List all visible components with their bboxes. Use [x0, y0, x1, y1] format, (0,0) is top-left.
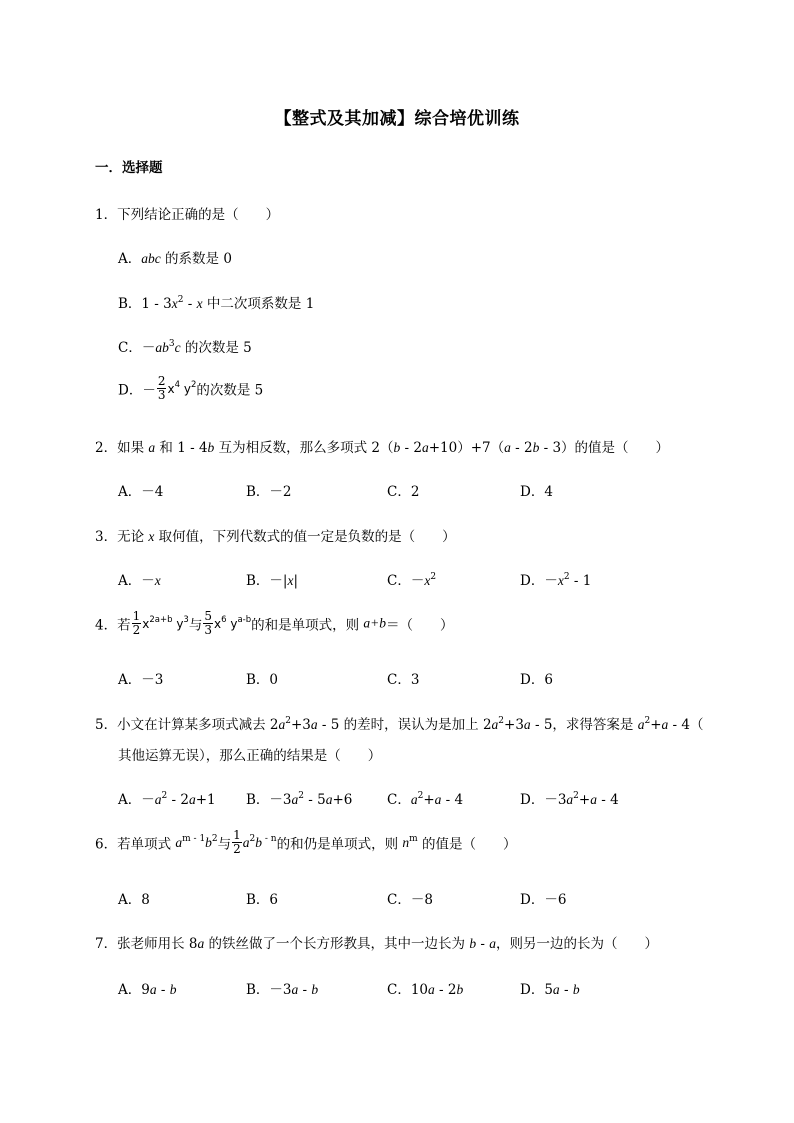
question-2-option-b: B．－2 — [246, 484, 292, 500]
question-5-stem-line-1: 5．小文在计算某多项式减去 $2a^2+3a - 5$ 的差时，误认为是加上 $2a^2+3a - 5$，求得答案是 $a^2+a - 4$（ — [95, 716, 704, 733]
question-5-option-c: C．$a^2+a - 4$ — [387, 791, 464, 808]
question-6-option-c: C．－8 — [387, 892, 433, 908]
question-1-option-b: B．$1 - 3x^2$ - x 中二次项系数是 1 — [118, 295, 315, 312]
fraction: $\frac{1}{2}$ — [132, 609, 141, 637]
question-7-option-b: B．－3a - b — [246, 982, 319, 998]
fraction: $\frac{1}{2}$ — [233, 828, 241, 856]
section-heading: 一．选择题 — [95, 160, 163, 176]
question-5-option-b: B．$-3a^2 - 5a+6$ — [246, 791, 353, 808]
question-5-option-d: D．$-3a^2+a - 4$ — [520, 791, 619, 808]
question-4-option-d: D．6 — [520, 672, 553, 688]
question-6-option-b: B．6 — [246, 892, 279, 908]
question-1-option-a: A．abc 的系数是 0 — [118, 251, 232, 267]
question-6-stem: 6．若单项式 $a^{m - 1}b^2$与 $\frac{1}{2}$ $a^2b$ $^{- n}$的和仍是单项式，则 $n^m$ 的值是（ ） — [95, 828, 517, 856]
question-6-option-a: A．8 — [118, 892, 150, 908]
question-3-stem: 3．无论 x 取何值，下列代数式的值一定是负数的是（ ） — [95, 529, 456, 545]
question-1-option-c: C．$-ab^3c$ 的次数是 5 — [118, 339, 252, 356]
question-1-stem: 1．下列结论正确的是（ ） — [95, 207, 280, 223]
question-7-stem: 7．张老师用长 8a 的铁丝做了一个长方形教具，其中一边长为 b - a，则另一边的长为（ ） — [95, 936, 658, 952]
question-2-option-c: C．2 — [387, 484, 420, 500]
question-6-option-d: D．－6 — [520, 892, 567, 908]
fraction: $\frac{5}{3}$ — [204, 609, 212, 637]
question-3-option-b: B．－|x| — [246, 573, 299, 589]
question-7-option-a: A．9a - b — [118, 982, 177, 998]
question-1-option-d: D．－ $\frac{2}{3}$ $x^4$ $y^2$的次数是 5 — [118, 374, 264, 402]
question-2-option-a: A．－4 — [118, 484, 164, 500]
question-5-option-a: A．$-a^2 - 2a+1$ — [118, 791, 216, 808]
question-3-option-d: D．$-x^2 - 1$ — [520, 572, 592, 589]
question-4-option-a: A．－3 — [118, 672, 164, 688]
question-3-option-a: A．－x — [118, 573, 161, 589]
question-4-option-b: B．0 — [246, 672, 279, 688]
question-4-option-c: C．3 — [387, 672, 420, 688]
fraction: $\frac{2}{3}$ — [157, 374, 166, 402]
page-title: 【整式及其加减】综合培优训练 — [274, 109, 520, 129]
question-7-option-d: D．5a - b — [520, 982, 580, 998]
question-2-option-d: D．4 — [520, 484, 553, 500]
question-4-stem: 4．若 $\frac{1}{2}$ $x^{2a+b}$ $y^3$与 $\frac{5}{3}$ $x^6$ $y^{a-b}$的和是单项式，则 a+b＝（ ） — [95, 609, 454, 637]
question-7-option-c: C．10a - 2b — [387, 982, 464, 998]
question-2-stem: 2．如果 a 和 1 - 4b 互为相反数，那么多项式 2（b - 2a+10）+7（a - 2b - 3）的值是（ ） — [95, 440, 670, 456]
question-5-stem-line-2: 其他运算无误），那么正确的结果是（ ） — [118, 748, 382, 764]
question-3-option-c: C．$-x^2$ — [387, 572, 437, 589]
